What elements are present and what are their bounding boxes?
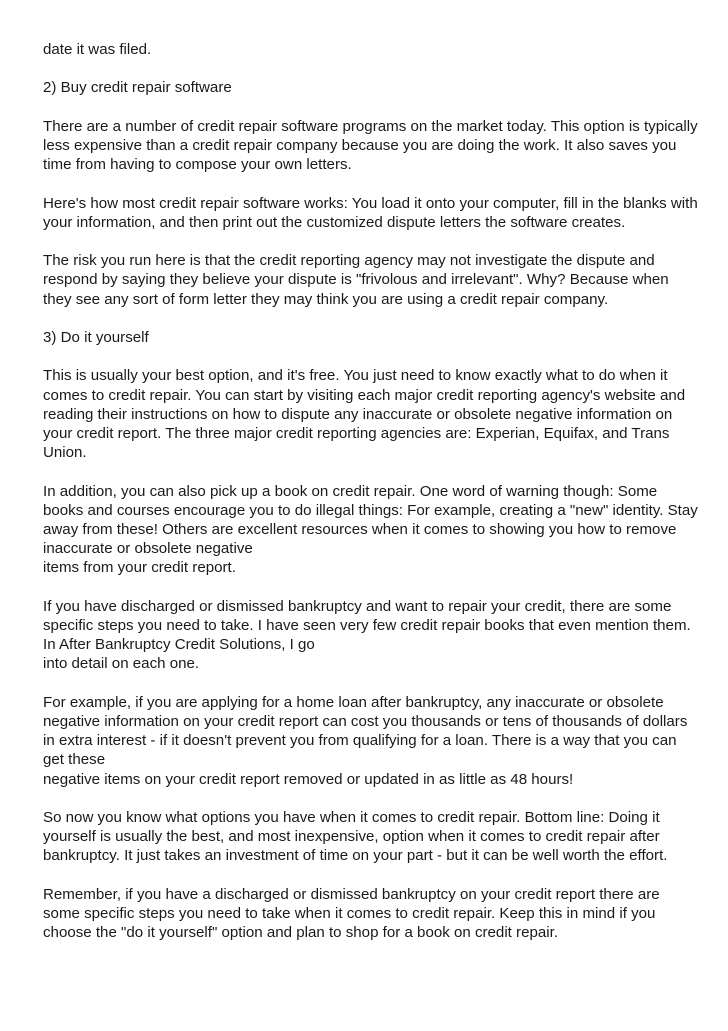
text-line: your information, and then print out the customized dispute letters the software creates. (43, 213, 626, 231)
text-line: 3) Do it yourself (43, 328, 149, 346)
text-line: negative information on your credit report can cost you thousands or tens of thousands of dollars (43, 712, 688, 730)
text-line: items from your credit report. (43, 559, 236, 577)
text-line: negative items on your credit report removed or updated in as little as 48 hours! (43, 770, 574, 788)
text-line: This is usually your best option, and it's free. You just need to know exactly what to do when it (43, 367, 668, 385)
text-line: bankruptcy. It just takes an investment of time on your part - but it can be well worth the effort. (43, 847, 668, 865)
text-line: get these (43, 751, 106, 769)
text-line: The risk you run here is that the credit reporting agency may not investigate the dispute and (43, 252, 655, 270)
paragraph-home-loan-example (43, 693, 703, 789)
paragraph-how-software-works (43, 194, 703, 232)
paragraph-best-option (43, 366, 703, 462)
text-line: For example, if you are applying for a home loan after bankruptcy, any inaccurate or obsolete (43, 693, 664, 711)
paragraph-book-warning (43, 482, 703, 578)
text-line: away from these! Others are excellent resources when it comes to showing you how to remove (43, 520, 677, 538)
paragraph-remember (43, 885, 703, 943)
text-line: In After Bankruptcy Credit Solutions, I go (43, 636, 315, 654)
heading-do-it-yourself (43, 328, 703, 347)
heading-buy-software (43, 78, 703, 97)
paragraph-software-risk (43, 251, 703, 309)
paragraph-bankruptcy-steps (43, 597, 703, 674)
text-line: Here's how most credit repair software works: You load it onto your computer, fill in the blanks with (43, 194, 698, 212)
text-line: yourself is usually the best, and most inexpensive, option when it comes to credit repair after (43, 828, 660, 846)
text-line: they see any sort of form letter they may think you are using a credit repair company. (43, 290, 609, 308)
text-line: comes to credit repair. You can start by visiting each major credit reporting agency's website and (43, 386, 686, 404)
text-line: specific steps you need to take. I have seen very few credit repair books that even mention them. (43, 616, 691, 634)
text-line: If you have discharged or dismissed bankruptcy and want to repair your credit, there are some (43, 597, 672, 615)
text-line: date it was filed. (43, 41, 152, 58)
text-line: respond by saying they believe your dispute is "frivolous and irrelevant". Why? Because when (43, 271, 669, 289)
text-line: reading their instructions on how to dispute any inaccurate or obsolete negative information on (43, 405, 673, 423)
text-line: There are a number of credit repair software programs on the market today. This option is typically (43, 117, 698, 135)
text-line: In addition, you can also pick up a book on credit repair. One word of warning though: Some (43, 482, 658, 500)
text-line: 2) Buy credit repair software (43, 79, 232, 97)
paragraph-bottom-line (43, 808, 703, 866)
text-line: some specific steps you need to take when it comes to credit repair. Keep this in mind if you (43, 904, 656, 922)
text-line: your credit report. The three major credit reporting agencies are: Experian, Equifax, and Trans (43, 424, 670, 442)
text-line: less expensive than a credit repair company because you are doing the work. It also saves you (43, 136, 677, 154)
paragraph-software-overview (43, 117, 703, 175)
text-line: choose the "do it yourself" option and plan to shop for a book on credit repair. (43, 924, 559, 942)
text-line: inaccurate or obsolete negative (43, 540, 253, 558)
text-line: in extra interest - if it doesn't prevent you from qualifying for a loan. There is a way that you can (43, 732, 677, 750)
paragraph-filing-date (43, 40, 703, 59)
text-line: So now you know what options you have when it comes to credit repair. Bottom line: Doing it (43, 808, 660, 826)
text-line: into detail on each one. (43, 655, 200, 673)
text-line: time from having to compose your own letters. (43, 156, 352, 174)
document-page (43, 40, 703, 962)
text-line: Remember, if you have a discharged or dismissed bankruptcy on your credit report there are (43, 885, 660, 903)
text-line: books and courses encourage you to do illegal things: For example, creating a "new" identity. Stay (43, 501, 698, 519)
text-line: Union. (43, 444, 87, 462)
